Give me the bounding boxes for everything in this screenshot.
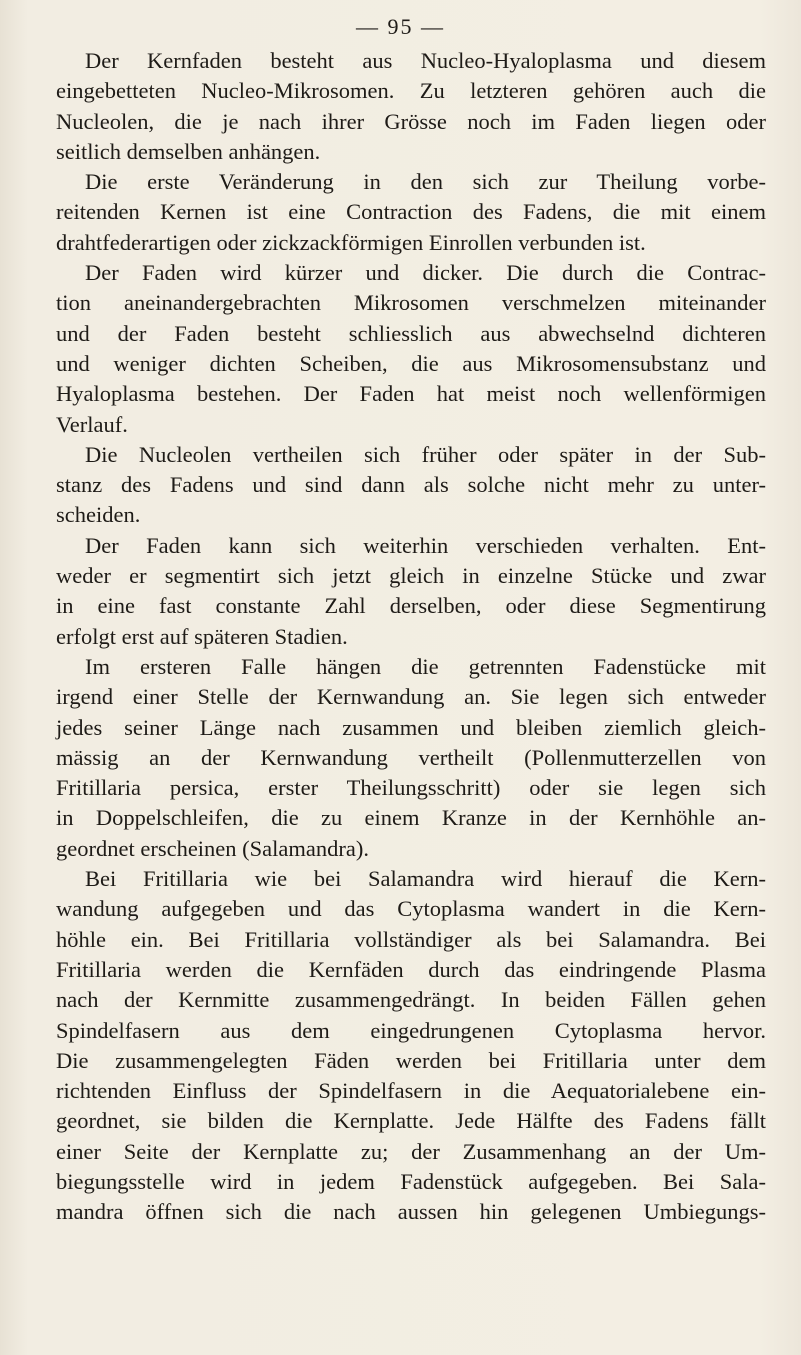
text-line: Die Nucleolen vertheilen sich früher oder später in der Sub-: [85, 441, 766, 467]
text-line: jedes seiner Länge nach zusammen und bleiben ziemlich gleich-: [56, 714, 766, 740]
paragraph: [56, 864, 766, 1228]
paragraph: [56, 167, 766, 258]
text-line: Verlauf.: [56, 411, 128, 437]
paragraph: [56, 258, 766, 440]
text-line: höhle ein. Bei Fritillaria vollständiger als bei Salamandra. Bei: [56, 926, 766, 952]
text-line: geordnet erscheinen (Salamandra).: [56, 835, 369, 861]
text-line: nach der Kernmitte zusammengedrängt. In beiden Fällen gehen: [56, 987, 766, 1013]
text-line: und weniger dichten Scheiben, die aus Mikrosomensubstanz und: [56, 350, 766, 376]
text-line: scheiden.: [56, 502, 141, 528]
text-line: eingebetteten Nucleo-Mikrosomen. Zu letzteren gehören auch die: [56, 78, 766, 104]
text-line: stanz des Fadens und sind dann als solche nicht mehr zu unter-: [56, 472, 766, 498]
text-line: in Doppelschleifen, die zu einem Kranze in der Kernhöhle an-: [56, 805, 766, 831]
text-line: seitlich demselben anhängen.: [56, 138, 321, 164]
paragraph: [56, 46, 766, 167]
text-line: in eine fast constante Zahl derselben, oder diese Segmentirung: [56, 593, 766, 619]
paragraph: [56, 440, 766, 531]
text-line: erfolgt erst auf späteren Stadien.: [56, 623, 348, 649]
text-line: Der Faden kann sich weiterhin verschieden verhalten. Ent-: [85, 532, 766, 558]
text-line: Der Kernfaden besteht aus Nucleo-Hyaloplasma und diesem: [85, 48, 766, 73]
body-text: [56, 46, 766, 1228]
text-line: reitenden Kernen ist eine Contraction des Fadens, die mit einem: [56, 199, 766, 225]
text-line: Bei Fritillaria wie bei Salamandra wird hierauf die Kern-: [85, 866, 766, 892]
text-line: Fritillaria persica, erster Theilungsschritt) oder sie legen sich: [56, 775, 766, 801]
text-line: drahtfederartigen oder zickzackförmigen Einrollen verbunden ist.: [56, 229, 646, 255]
text-line: und der Faden besteht schliesslich aus abwechselnd dichteren: [56, 320, 766, 346]
text-line: einer Seite der Kernplatte zu; der Zusammenhang an der Um-: [56, 1138, 766, 1164]
text-line: Fritillaria werden die Kernfäden durch das eindringende Plasma: [56, 956, 766, 982]
text-line: Die zusammengelegten Fäden werden bei Fritillaria unter dem: [56, 1047, 766, 1073]
text-line: weder er segmentirt sich jetzt gleich in einzelne Stücke und zwar: [56, 563, 766, 589]
text-line: biegungsstelle wird in jedem Fadenstück aufgegeben. Bei Sala-: [56, 1168, 766, 1194]
text-line: mässig an der Kernwandung vertheilt (Pollenmutterzellen von: [56, 744, 766, 770]
text-line: mandra öffnen sich die nach aussen hin gelegenen Umbiegungs-: [56, 1199, 766, 1225]
text-line: Nucleolen, die je nach ihrer Grösse noch im Faden liegen oder: [56, 108, 766, 134]
paragraph: [56, 652, 766, 864]
text-line: geordnet, sie bilden die Kernplatte. Jede Hälfte des Fadens fällt: [56, 1108, 766, 1134]
text-line: wandung aufgegeben und das Cytoplasma wandert in die Kern-: [56, 896, 766, 922]
text-line: Hyaloplasma bestehen. Der Faden hat meist noch wellenförmigen: [56, 381, 766, 407]
text-line: tion aneinandergebrachten Mikrosomen verschmelzen miteinander: [56, 290, 766, 316]
text-line: Die erste Veränderung in den sich zur Theilung vorbe-: [85, 169, 766, 195]
page-number: — 95 —: [356, 14, 445, 39]
text-line: Spindelfasern aus dem eingedrungenen Cytoplasma hervor.: [56, 1017, 766, 1043]
text-line: richtenden Einfluss der Spindelfasern in die Aequatorialebene ein-: [56, 1078, 766, 1104]
paragraph: [56, 531, 766, 652]
text-line: Der Faden wird kürzer und dicker. Die durch die Contrac-: [85, 260, 766, 286]
text-line: Im ersteren Falle hängen die getrennten Fadenstücke mit: [85, 653, 766, 679]
text-line: irgend einer Stelle der Kernwandung an. Sie legen sich entweder: [56, 684, 766, 710]
